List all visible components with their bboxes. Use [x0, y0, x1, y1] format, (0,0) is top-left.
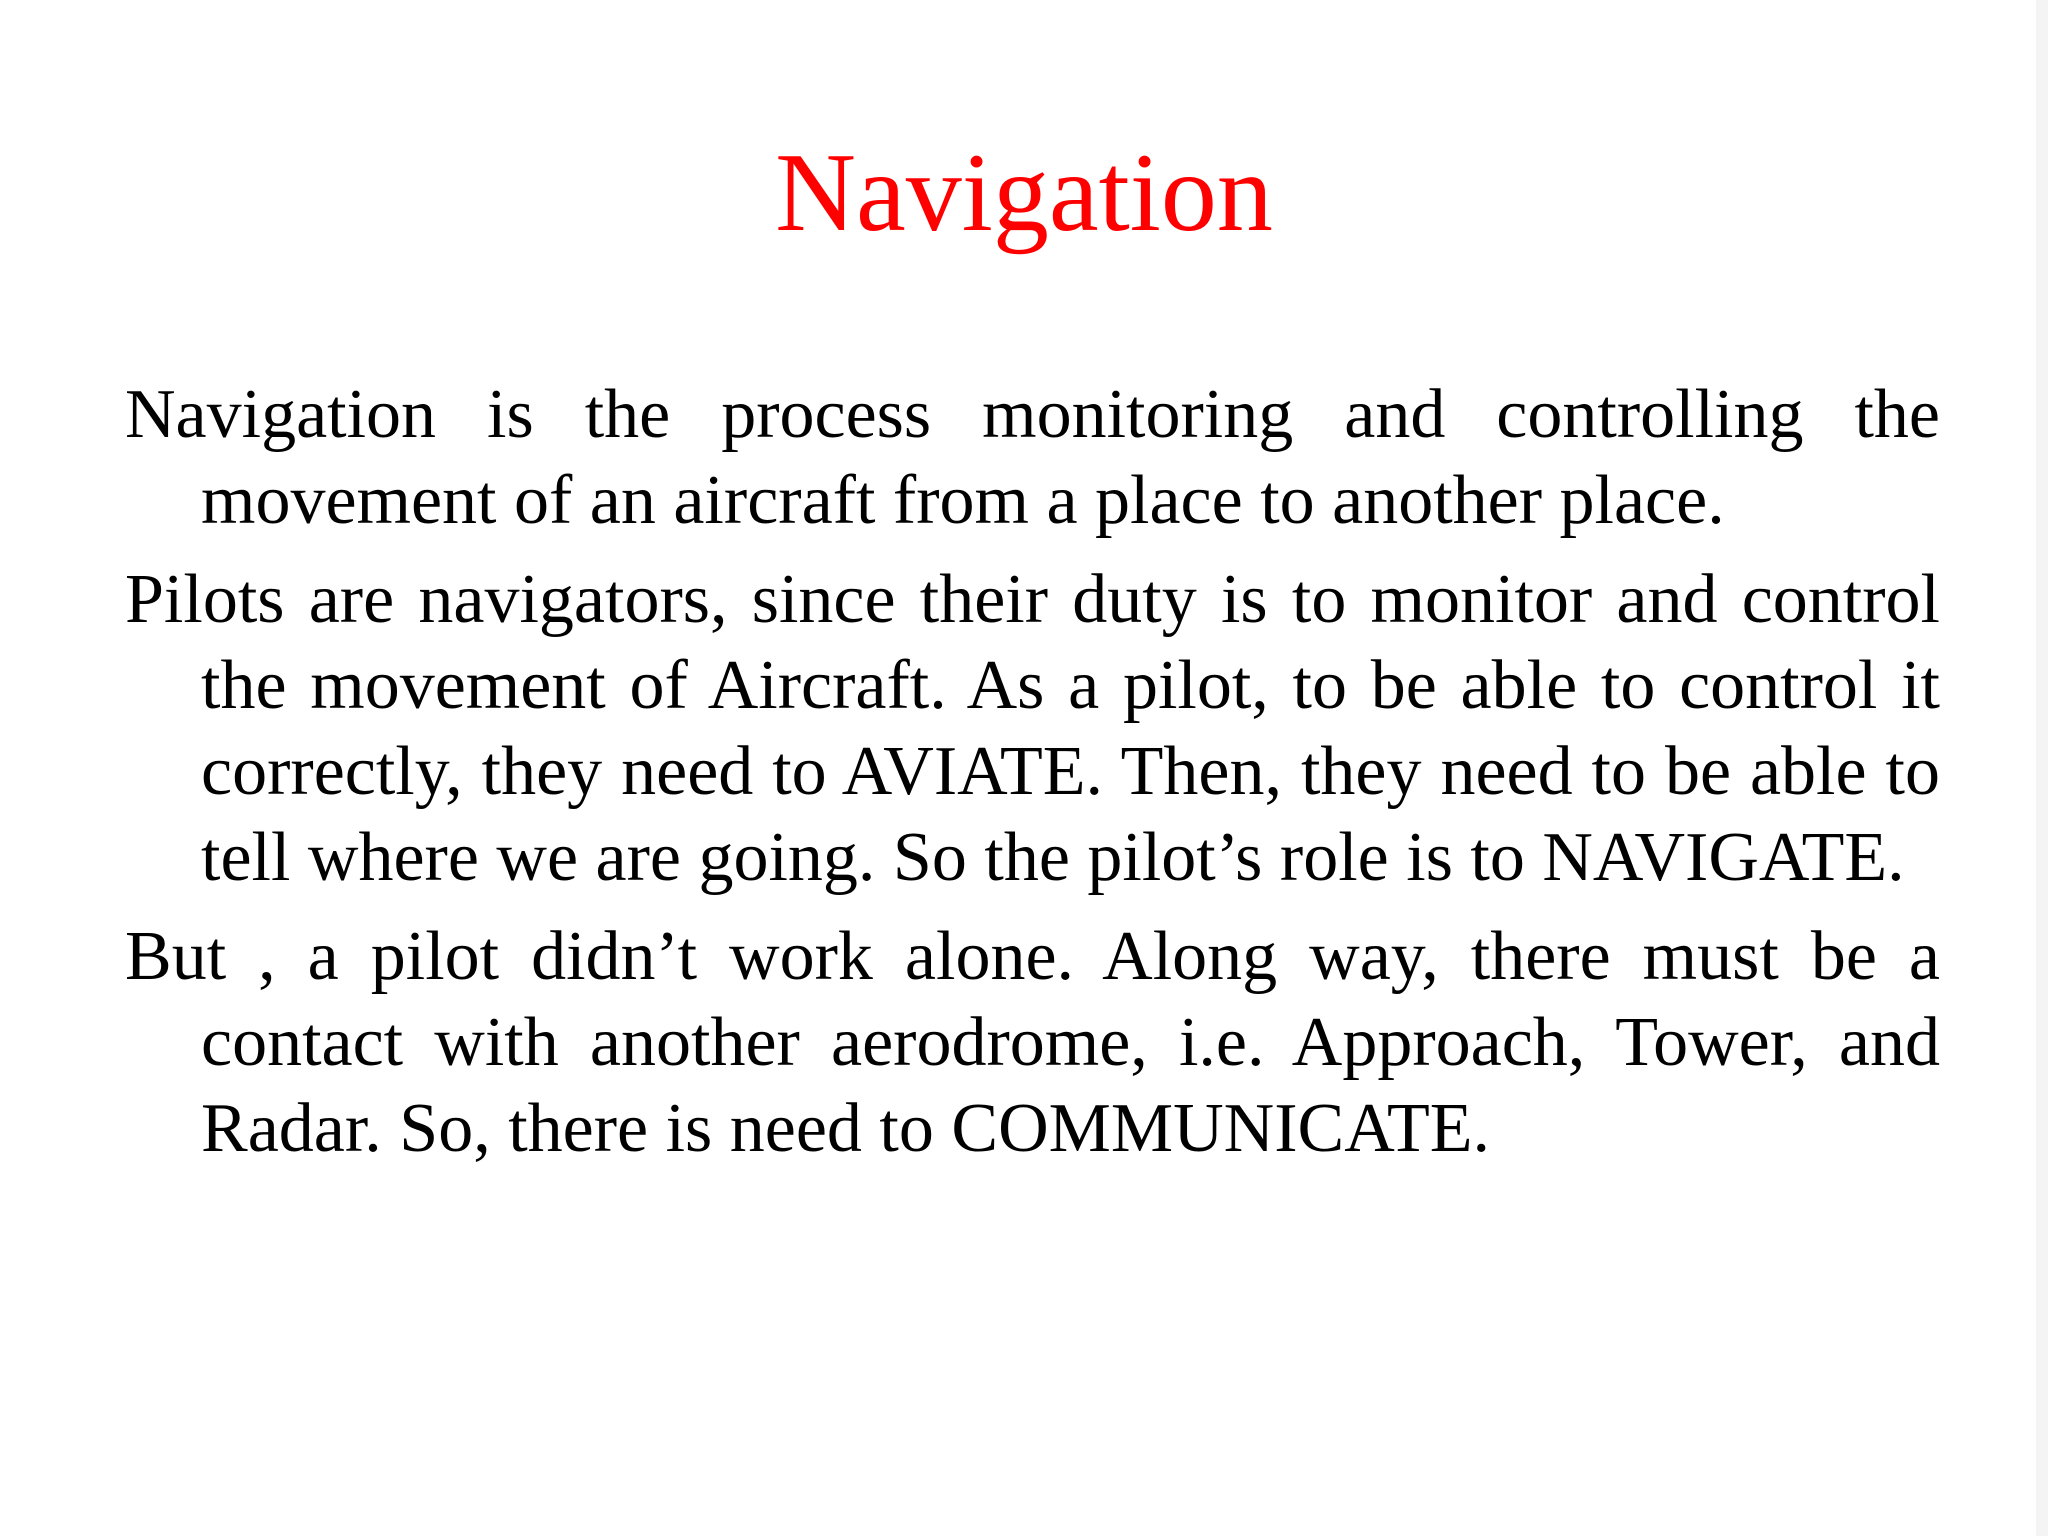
- paragraph-communicate: But , a pilot didn’t work alone. Along way, there must be a contact with another aerodrome, i.e. Approach, Tower, and Radar. So, there is need to COMMUNICATE.: [125, 918, 1940, 1167]
- slide-body: [125, 372, 1940, 1185]
- paragraph-navigation-definition: Navigation is the process monitoring and controlling the movement of an aircraft from a place to another place.: [125, 376, 1940, 539]
- paragraph-pilots-navigators: Pilots are navigators, since their duty is to monitor and control the movement of Aircraft. As a pilot, to be able to control it correctly, they need to AVIATE. Then, they need to be able to tell where we are going. So the pilot’s role is to NAVIGATE.: [125, 561, 1940, 896]
- slide-title: Navigation: [775, 131, 1273, 255]
